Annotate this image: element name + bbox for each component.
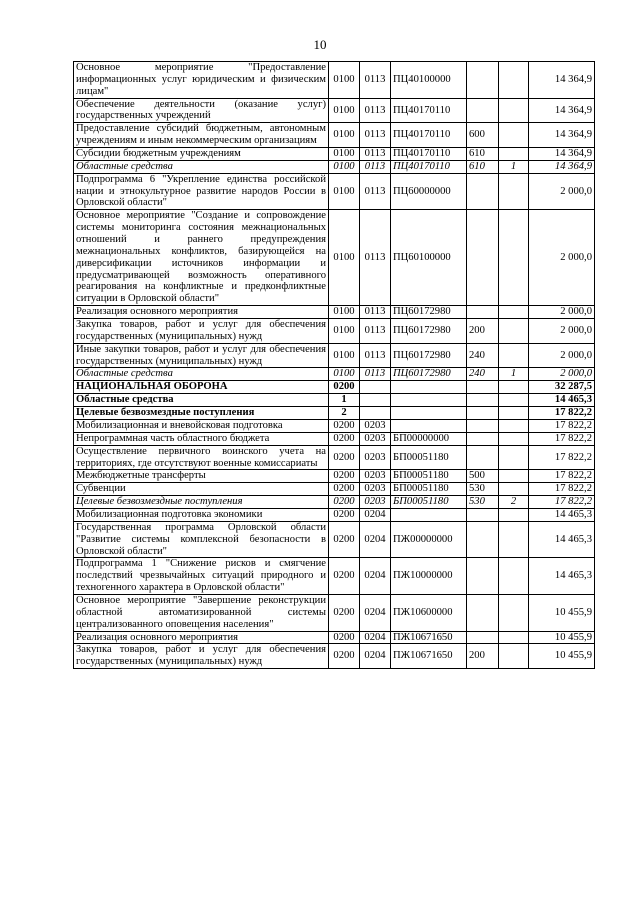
- row-name-cell: Субвенции: [74, 483, 329, 496]
- subsection-code-cell: 0113: [360, 160, 391, 173]
- subsection-code-cell: 0113: [360, 343, 391, 368]
- target-article-cell: [391, 381, 467, 394]
- section-code-cell: 0100: [329, 98, 360, 123]
- target-article-cell: ПЦ60172980: [391, 306, 467, 319]
- subsection-code-cell: 0203: [360, 432, 391, 445]
- expense-type-cell: 500: [467, 470, 499, 483]
- target-article-cell: [391, 419, 467, 432]
- table-row: [74, 521, 595, 558]
- table-row: [74, 343, 595, 368]
- table-row: [74, 319, 595, 344]
- amount-cell: 14 364,9: [529, 62, 595, 99]
- expense-type-cell: 240: [467, 368, 499, 381]
- subsection-code-cell: 0204: [360, 631, 391, 644]
- expense-type-cell: [467, 445, 499, 470]
- funding-source-cell: [499, 521, 529, 558]
- table-row: [74, 148, 595, 161]
- row-name-cell: Государственная программа Орловской области "Развитие системы комплексной безопасности в Орловской области": [74, 521, 329, 558]
- target-article-cell: ПЖ10000000: [391, 558, 467, 595]
- section-code-cell: 2: [329, 407, 360, 420]
- amount-cell: 17 822,2: [529, 407, 595, 420]
- amount-cell: 17 822,2: [529, 483, 595, 496]
- funding-source-cell: [499, 62, 529, 99]
- expense-type-cell: [467, 62, 499, 99]
- section-code-cell: 0100: [329, 306, 360, 319]
- funding-source-cell: [499, 432, 529, 445]
- section-code-cell: 0200: [329, 508, 360, 521]
- expense-type-cell: 600: [467, 123, 499, 148]
- row-name-cell: Целевые безвозмездные поступления: [74, 407, 329, 420]
- amount-cell: 14 364,9: [529, 160, 595, 173]
- funding-source-cell: [499, 631, 529, 644]
- expense-type-cell: [467, 594, 499, 631]
- target-article-cell: [391, 407, 467, 420]
- funding-source-cell: 1: [499, 160, 529, 173]
- table-row: [74, 394, 595, 407]
- amount-cell: 17 822,2: [529, 496, 595, 509]
- funding-source-cell: [499, 148, 529, 161]
- section-code-cell: 0100: [329, 62, 360, 99]
- amount-cell: 10 455,9: [529, 594, 595, 631]
- row-name-cell: Основное мероприятие "Завершение реконструкции областной автоматизированной системы централизованного оповещения населения": [74, 594, 329, 631]
- amount-cell: 14 465,3: [529, 521, 595, 558]
- expense-type-cell: [467, 306, 499, 319]
- subsection-code-cell: [360, 407, 391, 420]
- target-article-cell: [391, 508, 467, 521]
- subsection-code-cell: 0204: [360, 558, 391, 595]
- amount-cell: 32 287,5: [529, 381, 595, 394]
- section-code-cell: 0100: [329, 368, 360, 381]
- subsection-code-cell: 0113: [360, 306, 391, 319]
- table-row: [74, 368, 595, 381]
- target-article-cell: ПЦ40170110: [391, 98, 467, 123]
- amount-cell: 14 465,3: [529, 558, 595, 595]
- row-name-cell: Областные средства: [74, 160, 329, 173]
- row-name-cell: Предоставление субсидий бюджетным, автономным учреждениям и иным некоммерческим организациям: [74, 123, 329, 148]
- row-name-cell: Иные закупки товаров, работ и услуг для обеспечения государственных (муниципальных) нужд: [74, 343, 329, 368]
- funding-source-cell: [499, 483, 529, 496]
- subsection-code-cell: 0113: [360, 319, 391, 344]
- funding-source-cell: [499, 558, 529, 595]
- section-code-cell: 0200: [329, 631, 360, 644]
- funding-source-cell: [499, 644, 529, 669]
- expense-type-cell: [467, 98, 499, 123]
- subsection-code-cell: [360, 381, 391, 394]
- row-name-cell: Обеспечение деятельности (оказание услуг) государственных учреждений: [74, 98, 329, 123]
- row-name-cell: Осуществление первичного воинского учета на территориях, где отсутствуют военные комиссариаты: [74, 445, 329, 470]
- subsection-code-cell: 0113: [360, 210, 391, 306]
- section-code-cell: 0100: [329, 343, 360, 368]
- funding-source-cell: [499, 394, 529, 407]
- amount-cell: 17 822,2: [529, 419, 595, 432]
- budget-table-body: [74, 62, 595, 669]
- amount-cell: 2 000,0: [529, 173, 595, 210]
- row-name-cell: Субсидии бюджетным учреждениям: [74, 148, 329, 161]
- amount-cell: 17 822,2: [529, 432, 595, 445]
- table-row: [74, 419, 595, 432]
- target-article-cell: ПЖ00000000: [391, 521, 467, 558]
- expense-type-cell: 530: [467, 496, 499, 509]
- subsection-code-cell: 0113: [360, 98, 391, 123]
- subsection-code-cell: 0203: [360, 445, 391, 470]
- amount-cell: 2 000,0: [529, 368, 595, 381]
- amount-cell: 14 364,9: [529, 98, 595, 123]
- subsection-code-cell: 0113: [360, 368, 391, 381]
- target-article-cell: ПЦ60000000: [391, 173, 467, 210]
- amount-cell: 2 000,0: [529, 210, 595, 306]
- expense-type-cell: [467, 558, 499, 595]
- row-name-cell: Мобилизационная подготовка экономики: [74, 508, 329, 521]
- target-article-cell: ПЦ40170110: [391, 148, 467, 161]
- amount-cell: 14 364,9: [529, 148, 595, 161]
- amount-cell: 14 364,9: [529, 123, 595, 148]
- table-row: [74, 98, 595, 123]
- funding-source-cell: [499, 343, 529, 368]
- expense-type-cell: [467, 432, 499, 445]
- section-code-cell: 0200: [329, 445, 360, 470]
- section-code-cell: 0200: [329, 521, 360, 558]
- expense-type-cell: [467, 381, 499, 394]
- amount-cell: 14 465,3: [529, 394, 595, 407]
- target-article-cell: БП00051180: [391, 470, 467, 483]
- row-name-cell: Целевые безвозмездные поступления: [74, 496, 329, 509]
- target-article-cell: ПЦ40170110: [391, 160, 467, 173]
- table-row: [74, 594, 595, 631]
- subsection-code-cell: [360, 394, 391, 407]
- section-code-cell: 0200: [329, 470, 360, 483]
- funding-source-cell: [499, 407, 529, 420]
- expense-type-cell: [467, 407, 499, 420]
- amount-cell: 2 000,0: [529, 319, 595, 344]
- target-article-cell: ПЦ60172980: [391, 319, 467, 344]
- section-code-cell: 0200: [329, 644, 360, 669]
- section-code-cell: 0100: [329, 148, 360, 161]
- page-number: 10: [313, 37, 327, 52]
- table-row: [74, 210, 595, 306]
- subsection-code-cell: 0204: [360, 508, 391, 521]
- target-article-cell: БП00051180: [391, 445, 467, 470]
- table-row: [74, 483, 595, 496]
- target-article-cell: ПЦ40100000: [391, 62, 467, 99]
- table-row: [74, 62, 595, 99]
- table-row: [74, 445, 595, 470]
- section-code-cell: 0100: [329, 173, 360, 210]
- amount-cell: 2 000,0: [529, 343, 595, 368]
- expense-type-cell: [467, 508, 499, 521]
- row-name-cell: Закупка товаров, работ и услуг для обеспечения государственных (муниципальных) нужд: [74, 319, 329, 344]
- expense-type-cell: 610: [467, 160, 499, 173]
- funding-source-cell: 1: [499, 368, 529, 381]
- funding-source-cell: [499, 381, 529, 394]
- target-article-cell: ПЖ10600000: [391, 594, 467, 631]
- section-code-cell: 1: [329, 394, 360, 407]
- row-name-cell: Непрограммная часть областного бюджета: [74, 432, 329, 445]
- section-code-cell: 0200: [329, 432, 360, 445]
- subsection-code-cell: 0204: [360, 594, 391, 631]
- expense-type-cell: [467, 394, 499, 407]
- target-article-cell: ПЖ10671650: [391, 644, 467, 669]
- subsection-code-cell: 0113: [360, 123, 391, 148]
- target-article-cell: ПЦ60100000: [391, 210, 467, 306]
- target-article-cell: БП00000000: [391, 432, 467, 445]
- table-row: [74, 432, 595, 445]
- section-code-cell: 0200: [329, 558, 360, 595]
- expense-type-cell: 610: [467, 148, 499, 161]
- subsection-code-cell: 0203: [360, 470, 391, 483]
- funding-source-cell: [499, 419, 529, 432]
- funding-source-cell: [499, 508, 529, 521]
- funding-source-cell: [499, 306, 529, 319]
- expense-type-cell: [467, 419, 499, 432]
- section-code-cell: 0200: [329, 381, 360, 394]
- subsection-code-cell: 0113: [360, 62, 391, 99]
- amount-cell: 14 465,3: [529, 508, 595, 521]
- expense-type-cell: [467, 521, 499, 558]
- row-name-cell: Основное мероприятие "Создание и сопровождение системы мониторинга состояния межнациональных отношений и раннего предупреждения межнациональных конфликтов, базирующейся на диверсификации источников информации и предусматривающей возможность оперативного реагирования на конфликтные и предконфликтные ситуации в Орловской области": [74, 210, 329, 306]
- table-row: [74, 470, 595, 483]
- section-code-cell: 0100: [329, 319, 360, 344]
- target-article-cell: БП00051180: [391, 496, 467, 509]
- expense-type-cell: [467, 210, 499, 306]
- row-name-cell: Мобилизационная и вневойсковая подготовка: [74, 419, 329, 432]
- row-name-cell: Подпрограмма 1 "Снижение рисков и смягчение последствий чрезвычайных ситуаций природного и техногенного характера в Орловской области": [74, 558, 329, 595]
- row-name-cell: Основное мероприятие "Предоставление информационных услуг юридическим и физическим лицам": [74, 62, 329, 99]
- subsection-code-cell: 0203: [360, 419, 391, 432]
- table-row: [74, 508, 595, 521]
- subsection-code-cell: 0203: [360, 483, 391, 496]
- expense-type-cell: 240: [467, 343, 499, 368]
- subsection-code-cell: 0204: [360, 521, 391, 558]
- amount-cell: 10 455,9: [529, 644, 595, 669]
- row-name-cell: Подпрограмма 6 "Укрепление единства российской нации и этнокультурное развитие народов России в Орловской области": [74, 173, 329, 210]
- budget-table: [73, 61, 595, 669]
- target-article-cell: [391, 394, 467, 407]
- table-row: [74, 160, 595, 173]
- funding-source-cell: [499, 594, 529, 631]
- funding-source-cell: 2: [499, 496, 529, 509]
- target-article-cell: ПЦ40170110: [391, 123, 467, 148]
- table-row: [74, 558, 595, 595]
- subsection-code-cell: 0204: [360, 644, 391, 669]
- row-name-cell: Областные средства: [74, 394, 329, 407]
- funding-source-cell: [499, 445, 529, 470]
- target-article-cell: ПЦ60172980: [391, 343, 467, 368]
- amount-cell: 17 822,2: [529, 445, 595, 470]
- subsection-code-cell: 0113: [360, 148, 391, 161]
- section-code-cell: 0200: [329, 594, 360, 631]
- funding-source-cell: [499, 98, 529, 123]
- row-name-cell: НАЦИОНАЛЬНАЯ ОБОРОНА: [74, 381, 329, 394]
- subsection-code-cell: 0113: [360, 173, 391, 210]
- amount-cell: 2 000,0: [529, 306, 595, 319]
- table-row: [74, 644, 595, 669]
- table-row: [74, 631, 595, 644]
- section-code-cell: 0100: [329, 123, 360, 148]
- expense-type-cell: [467, 173, 499, 210]
- funding-source-cell: [499, 173, 529, 210]
- row-name-cell: Областные средства: [74, 368, 329, 381]
- table-row: [74, 306, 595, 319]
- target-article-cell: ПЦ60172980: [391, 368, 467, 381]
- subsection-code-cell: 0203: [360, 496, 391, 509]
- funding-source-cell: [499, 210, 529, 306]
- expense-type-cell: 200: [467, 644, 499, 669]
- row-name-cell: Реализация основного мероприятия: [74, 631, 329, 644]
- table-row: [74, 123, 595, 148]
- table-row: [74, 173, 595, 210]
- table-row: [74, 381, 595, 394]
- section-code-cell: 0200: [329, 483, 360, 496]
- table-row: [74, 407, 595, 420]
- table-row: [74, 496, 595, 509]
- funding-source-cell: [499, 319, 529, 344]
- expense-type-cell: 530: [467, 483, 499, 496]
- expense-type-cell: 200: [467, 319, 499, 344]
- section-code-cell: 0200: [329, 419, 360, 432]
- amount-cell: 17 822,2: [529, 470, 595, 483]
- row-name-cell: Межбюджетные трансферты: [74, 470, 329, 483]
- section-code-cell: 0200: [329, 496, 360, 509]
- row-name-cell: Реализация основного мероприятия: [74, 306, 329, 319]
- funding-source-cell: [499, 123, 529, 148]
- target-article-cell: БП00051180: [391, 483, 467, 496]
- amount-cell: 10 455,9: [529, 631, 595, 644]
- section-code-cell: 0100: [329, 160, 360, 173]
- expense-type-cell: [467, 631, 499, 644]
- funding-source-cell: [499, 470, 529, 483]
- target-article-cell: ПЖ10671650: [391, 631, 467, 644]
- section-code-cell: 0100: [329, 210, 360, 306]
- row-name-cell: Закупка товаров, работ и услуг для обеспечения государственных (муниципальных) нужд: [74, 644, 329, 669]
